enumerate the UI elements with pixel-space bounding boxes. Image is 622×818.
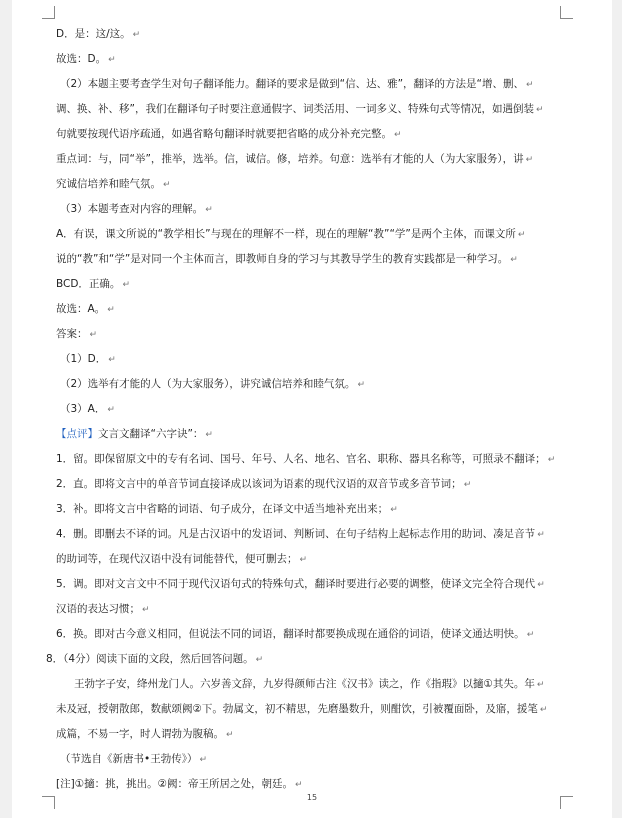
text-line (56, 47, 576, 72)
paragraph-mark-icon: ↵ (394, 130, 402, 140)
text-line (56, 272, 576, 297)
text-line (56, 372, 576, 397)
page-number: 15 (306, 793, 318, 802)
comment-tag: 【点评】 (56, 428, 98, 440)
paragraph-mark-icon: ↵ (132, 30, 141, 40)
text-line (46, 647, 576, 672)
text-line (56, 622, 576, 647)
paragraph-mark-icon: ↵ (525, 155, 534, 165)
text-line-content: （3）本题考查对内容的理解。 (60, 203, 204, 215)
text-line (56, 422, 576, 447)
crop-mark-top-right (560, 6, 573, 19)
paragraph-mark-icon: ↵ (107, 305, 115, 315)
text-line (56, 22, 576, 47)
paragraph-mark-icon: ↵ (390, 505, 398, 515)
text-line-content: （节选自《新唐书•王勃传》） (60, 753, 198, 765)
text-line-content: 故选：D。 (56, 53, 107, 65)
paragraph-mark-icon: ↵ (205, 430, 213, 440)
paragraph-mark-icon: ↵ (517, 230, 526, 240)
text-line (56, 72, 576, 97)
text-line-content: 调、换、补、移”，我们在翻译句子时要注意通假字、词类活用、一词多义、特殊句式等情况，如遇倒装 (56, 103, 534, 115)
text-line-content: 说的“教”和“学”是对同一个主体而言，即教师自身的学习与其教导学生的教育实践都是一种学习。 (56, 253, 509, 265)
text-line-content: 汉语的表达习惯； (56, 603, 140, 615)
paragraph-mark-icon: ↵ (107, 405, 115, 415)
paragraph-mark-icon: ↵ (357, 380, 365, 390)
text-line (56, 247, 576, 272)
paragraph-mark-icon: ↵ (142, 605, 150, 615)
paragraph-mark-icon: ↵ (108, 355, 116, 365)
paragraph-mark-icon: ↵ (535, 105, 544, 115)
paragraph-mark-icon: ↵ (536, 680, 545, 690)
text-line-content: 4．删。即删去不译的词。凡是古汉语中的发语词、判断词、在句子结构上起标志作用的助词、凑足音节 (56, 528, 536, 540)
text-line-content: （2）选举有才能的人（为大家服务），讲究诚信培养和睦气氛。 (60, 378, 356, 390)
crop-mark-top-left (42, 6, 55, 19)
text-line-content: （1）D． (60, 353, 107, 365)
paragraph-mark-icon: ↵ (547, 455, 556, 465)
text-line (56, 547, 576, 572)
text-line-content (56, 428, 203, 440)
paragraph-mark-icon: ↵ (199, 755, 207, 765)
text-line-content: 未及冠，授朝散郎，数献颂阙②下。勃属文，初不精思，先磨墨数升，则酣饮，引被覆面卧，及寤，援笔 (56, 703, 538, 715)
text-line-content: 1．留。即保留原文中的专有名词、国号、年号、人名、地名、官名、职称、器具名称等，可照录不翻译； (56, 453, 546, 465)
text-line-content: （3）A． (60, 403, 106, 415)
paragraph-mark-icon: ↵ (526, 80, 534, 90)
paragraph-mark-icon: ↵ (295, 780, 303, 790)
text-line (56, 747, 576, 772)
text-line-content: BCD．正确。 (56, 278, 121, 290)
paragraph-mark-icon: ↵ (89, 330, 98, 340)
paragraph-mark-icon: ↵ (537, 530, 545, 540)
paragraph-mark-icon: ↵ (226, 730, 234, 740)
text-line-content: A．有误，课文所说的“教学相长”与现在的理解不一样，现在的理解“教”“学”是两个主体，而课文所 (56, 228, 516, 240)
text-line-content: [注]①擿：挑，挑出。②阙：帝王所居之处，朝廷。 (56, 778, 294, 790)
paragraph-mark-icon: ↵ (299, 555, 308, 565)
document-body[interactable] (46, 22, 576, 797)
text-line-content: 答案： (56, 328, 88, 340)
text-line (56, 147, 576, 172)
text-line (56, 572, 576, 597)
text-line (56, 672, 576, 697)
text-line-content: 的助词等，在现代汉语中没有词能替代，便可删去； (56, 553, 298, 565)
text-line (56, 347, 576, 372)
text-line-content: 5．调。即对文言文中不同于现代汉语句式的特殊句式，翻译时要进行必要的调整，使译文完全符合现代 (56, 578, 536, 590)
text-line (56, 222, 576, 247)
text-line-content: 3．补。即将文言中省略的词语、句子成分，在译文中适当地补充出来； (56, 503, 389, 515)
text-line-content: 重点词：与，同“举”，推举，选举。信，诚信。修，培养。句意：选举有才能的人（为大家服务），讲 (56, 153, 524, 165)
paragraph-mark-icon: ↵ (526, 630, 535, 640)
paragraph-mark-icon: ↵ (163, 180, 171, 190)
text-line (56, 447, 576, 472)
text-line-content: 6．换。即对古今意义相同，但说法不同的词语，翻译时都要换成现在通俗的词语，使译文通达明快。 (56, 628, 525, 640)
text-line (56, 722, 576, 747)
text-line (56, 122, 576, 147)
paragraph-mark-icon: ↵ (539, 705, 548, 715)
text-line (56, 197, 576, 222)
text-line-content: 究诚信培养和睦气氛。 (56, 178, 161, 190)
text-line (56, 322, 576, 347)
paragraph-mark-icon: ↵ (205, 205, 213, 215)
text-line (56, 397, 576, 422)
text-line (56, 97, 576, 122)
text-line-content: 故选：A。 (56, 303, 106, 315)
paragraph-mark-icon: ↵ (510, 255, 518, 265)
paragraph-mark-icon: ↵ (255, 655, 264, 665)
paragraph-mark-icon: ↵ (108, 55, 116, 65)
text-line-content: 2．直。即将文言中的单音节词直接译成以该词为语素的现代汉语的双音节或多音节词； (56, 478, 462, 490)
text-line-content: 8．（4分）阅读下面的文段，然后回答问题。 (46, 653, 254, 665)
text-line-rest: 文言文翻译“六字诀”： (98, 428, 204, 440)
paragraph-mark-icon: ↵ (463, 480, 472, 490)
text-line (56, 697, 576, 722)
text-line (56, 297, 576, 322)
text-line-content: 句就要按现代语序疏通，如遇省略句翻译时就要把省略的成分补充完整。 (56, 128, 392, 140)
text-line-content: 成篇，不易一字，时人谓勃为腹稿。 (56, 728, 224, 740)
paragraph-mark-icon: ↵ (537, 580, 545, 590)
document-page (12, 0, 612, 818)
paragraph-mark-icon: ↵ (122, 280, 130, 290)
text-line (56, 597, 576, 622)
text-line (56, 472, 576, 497)
text-line (56, 522, 576, 547)
text-line-content: D．是：这/这。 (56, 28, 131, 40)
text-line-content: 王勃字子安，绛州龙门人。六岁善文辞，九岁得颜师古注《汉书》读之，作《指瑕》以擿①其失。年 (74, 678, 535, 690)
text-line-content: （2）本题主要考查学生对句子翻译能力。翻译的要求是做到“信、达、雅”，翻译的方法是“增、删、 (60, 78, 524, 90)
text-line (56, 172, 576, 197)
text-line (56, 497, 576, 522)
